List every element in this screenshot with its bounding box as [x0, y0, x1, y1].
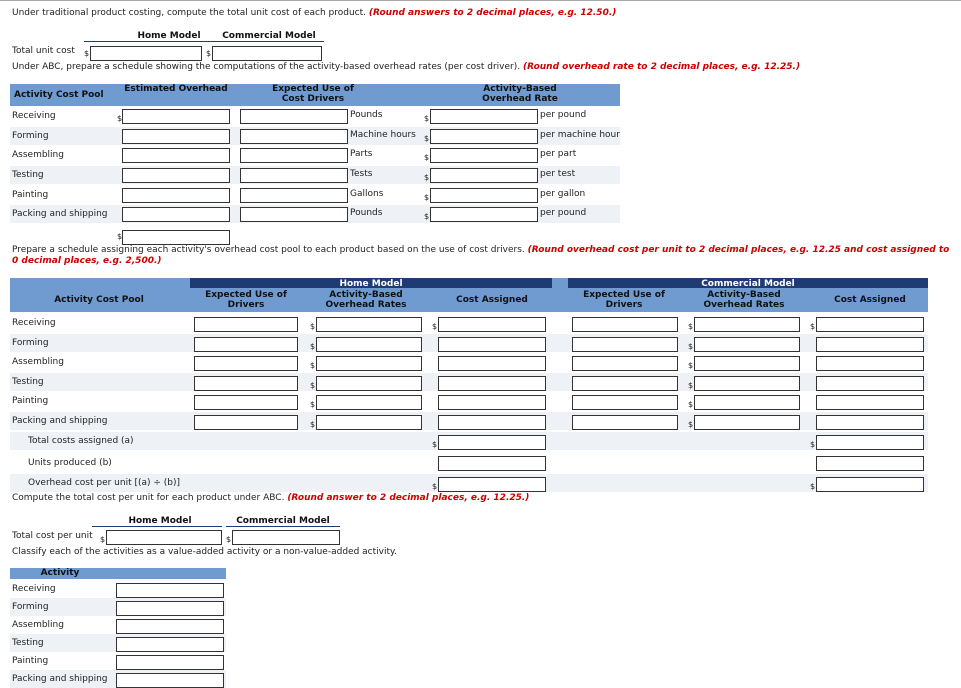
abc-row-label: Assembling — [12, 150, 64, 160]
assign-row-label: Testing — [12, 377, 44, 387]
home-rate-input[interactable] — [316, 337, 422, 352]
home-rate-input[interactable] — [316, 415, 422, 430]
home-use-input[interactable] — [194, 376, 298, 391]
com-cost-assigned-input[interactable] — [816, 356, 924, 371]
assign-row-label: Receiving — [12, 318, 56, 328]
hdr-activity-cost-pool: Activity Cost Pool — [14, 90, 104, 100]
com-cost-assigned-input[interactable] — [816, 337, 924, 352]
hdr-activity: Activity — [40, 568, 80, 578]
top-border — [0, 0, 961, 1]
part2-instruction: Under ABC, prepare a schedule showing the computations of the activity-based overhead rates (per cost driver). (Round overhead rate to 2 decimal places, e.g. 12.25.) — [12, 62, 801, 72]
com-use-input[interactable] — [572, 317, 678, 332]
home-cost-assigned-input[interactable] — [438, 337, 546, 352]
units-produced-label: Units produced (b) — [28, 458, 112, 468]
classify-select[interactable] — [116, 655, 224, 670]
classify-row-label: Testing — [12, 638, 44, 648]
abc-row-label: Packing and shipping — [12, 209, 108, 219]
group-commercial-model: Commercial Model — [701, 279, 795, 289]
per-unit-label: per test — [540, 169, 576, 179]
classify-row-label: Painting — [12, 656, 49, 666]
abc-row-label: Painting — [12, 190, 49, 200]
com-use-input[interactable] — [572, 395, 678, 410]
home-use-input[interactable] — [194, 317, 298, 332]
total-overhead-input[interactable] — [122, 230, 230, 245]
part4-instruction: Compute the total cost per unit for each product under ABC. (Round answer to 2 decimal places, e.g. 12.25.) — [12, 493, 530, 503]
com-cost-assigned-input[interactable] — [816, 395, 924, 410]
abc-rate-input[interactable] — [430, 129, 538, 144]
com-abc-total-cost-input[interactable] — [232, 530, 340, 545]
part4-col-home: Home Model — [128, 516, 192, 526]
com-units-input[interactable] — [816, 456, 924, 471]
total-costs-label: Total costs assigned (a) — [28, 436, 134, 446]
hdr3-home-use: Expected Use of Drivers — [205, 290, 287, 310]
classify-select[interactable] — [116, 601, 224, 616]
home-total-unit-cost-input[interactable] — [90, 46, 202, 61]
driver-unit-label: Parts — [350, 149, 373, 159]
abc-rate-input[interactable] — [430, 148, 538, 163]
home-units-input[interactable] — [438, 456, 546, 471]
assign-row-label: Painting — [12, 396, 49, 406]
part1-row-label: Total unit cost — [12, 46, 75, 56]
estimated-overhead-input[interactable] — [122, 207, 230, 222]
home-cost-assigned-input[interactable] — [438, 317, 546, 332]
group-home-model: Home Model — [339, 279, 403, 289]
expected-use-input[interactable] — [240, 109, 348, 124]
part3-instruction: Prepare a schedule assigning each activity's overhead cost pool to each product based on the use of cost drivers. (Round overhead cost per unit to 2 decimal places, e.g. 12.25 and cost assigned to 0 decimal places, e.g. 2,500.) — [12, 245, 950, 266]
hdr3-com-assigned: Cost Assigned — [834, 295, 906, 305]
home-rate-input[interactable] — [316, 376, 422, 391]
driver-unit-label: Pounds — [350, 110, 383, 120]
classify-row-label: Assembling — [12, 620, 64, 630]
classify-select[interactable] — [116, 637, 224, 652]
driver-unit-label: Tests — [350, 169, 373, 179]
assign-row-label: Packing and shipping — [12, 416, 108, 426]
driver-unit-label: Machine hours — [350, 130, 416, 140]
hdr-estimated-overhead: Estimated Overhead — [124, 84, 228, 94]
com-cost-assigned-input[interactable] — [816, 376, 924, 391]
home-rate-input[interactable] — [316, 395, 422, 410]
home-cost-assigned-input[interactable] — [438, 415, 546, 430]
expected-use-input[interactable] — [240, 188, 348, 203]
expected-use-input[interactable] — [240, 129, 348, 144]
com-rate-input[interactable] — [694, 376, 800, 391]
classify-row-label: Receiving — [12, 584, 56, 594]
overhead-per-unit-label: Overhead cost per unit [(a) ÷ (b)] — [28, 478, 181, 488]
abc-rate-input[interactable] — [430, 207, 538, 222]
com-use-input[interactable] — [572, 337, 678, 352]
per-unit-label: per pound — [540, 208, 587, 218]
home-overhead-per-unit-input[interactable] — [438, 477, 546, 492]
estimated-overhead-input[interactable] — [122, 168, 230, 183]
part1-col-home: Home Model — [137, 31, 201, 41]
estimated-overhead-input[interactable] — [122, 148, 230, 163]
home-rate-input[interactable] — [316, 356, 422, 371]
hdr3-com-rates: Activity-Based Overhead Rates — [703, 290, 785, 310]
com-use-input[interactable] — [572, 376, 678, 391]
abc-row-label: Forming — [12, 131, 49, 141]
expected-use-input[interactable] — [240, 207, 348, 222]
assign-row-label: Forming — [12, 338, 49, 348]
hdr-expected-use: Expected Use of Cost Drivers — [272, 84, 354, 104]
com-rate-input[interactable] — [694, 415, 800, 430]
com-rate-input[interactable] — [694, 317, 800, 332]
expected-use-input[interactable] — [240, 168, 348, 183]
estimated-overhead-input[interactable] — [122, 129, 230, 144]
com-overhead-per-unit-input[interactable] — [816, 477, 924, 492]
classify-select[interactable] — [116, 619, 224, 634]
com-total-costs-input[interactable] — [816, 435, 924, 450]
per-unit-label: per gallon — [540, 189, 586, 199]
home-use-input[interactable] — [194, 356, 298, 371]
com-rate-input[interactable] — [694, 395, 800, 410]
part1-col-commercial: Commercial Model — [222, 31, 316, 41]
expected-use-input[interactable] — [240, 148, 348, 163]
hdr3-home-assigned: Cost Assigned — [456, 295, 528, 305]
abc-rate-input[interactable] — [430, 109, 538, 124]
com-rate-input[interactable] — [694, 337, 800, 352]
per-unit-label: per machine hour — [540, 130, 620, 140]
home-cost-assigned-input[interactable] — [438, 376, 546, 391]
part4-row-label: Total cost per unit — [12, 531, 93, 541]
classify-row-label: Forming — [12, 602, 49, 612]
abc-row-label: Receiving — [12, 111, 56, 121]
hdr3-activity-cost-pool: Activity Cost Pool — [54, 295, 144, 305]
hdr3-home-rates: Activity-Based Overhead Rates — [325, 290, 407, 310]
abc-rate-input[interactable] — [430, 188, 538, 203]
driver-unit-label: Gallons — [350, 189, 384, 199]
home-cost-assigned-input[interactable] — [438, 356, 546, 371]
com-cost-assigned-input[interactable] — [816, 317, 924, 332]
part4-col-commercial: Commercial Model — [236, 516, 330, 526]
classify-select[interactable] — [116, 583, 224, 598]
abc-rate-input[interactable] — [430, 168, 538, 183]
per-unit-label: per pound — [540, 110, 587, 120]
commercial-total-unit-cost-input[interactable] — [212, 46, 322, 61]
com-use-input[interactable] — [572, 415, 678, 430]
com-cost-assigned-input[interactable] — [816, 415, 924, 430]
home-abc-total-cost-input[interactable] — [106, 530, 222, 545]
classify-select[interactable] — [116, 673, 224, 688]
home-total-costs-input[interactable] — [438, 435, 546, 450]
estimated-overhead-input[interactable] — [122, 109, 230, 124]
driver-unit-label: Pounds — [350, 208, 383, 218]
part5-instruction: Classify each of the activities as a value-added activity or a non-value-added activity. — [12, 547, 397, 557]
home-use-input[interactable] — [194, 395, 298, 410]
per-unit-label: per part — [540, 149, 577, 159]
hdr-activity-rate: Activity-Based Overhead Rate — [482, 84, 558, 104]
home-rate-input[interactable] — [316, 317, 422, 332]
estimated-overhead-input[interactable] — [122, 188, 230, 203]
classify-row-label: Packing and shipping — [12, 674, 108, 684]
hdr3-com-use: Expected Use of Drivers — [583, 290, 665, 310]
assign-row-label: Assembling — [12, 357, 64, 367]
home-use-input[interactable] — [194, 337, 298, 352]
home-use-input[interactable] — [194, 415, 298, 430]
home-cost-assigned-input[interactable] — [438, 395, 546, 410]
com-use-input[interactable] — [572, 356, 678, 371]
abc-row-label: Testing — [12, 170, 44, 180]
com-rate-input[interactable] — [694, 356, 800, 371]
part1-instruction: Under traditional product costing, compute the total unit cost of each product. (Round answers to 2 decimal places, e.g. 12.50.) — [12, 8, 617, 18]
